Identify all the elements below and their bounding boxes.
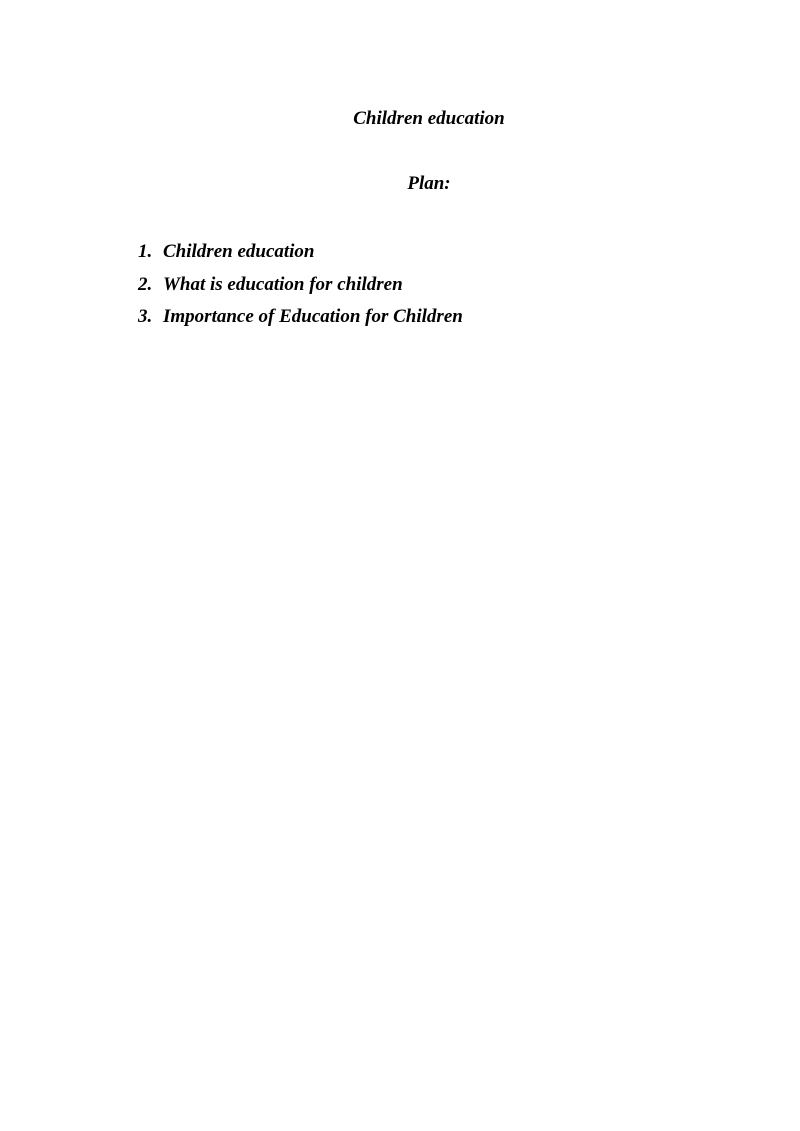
document-title: Children education: [353, 108, 505, 129]
plan-item-text: Children education: [163, 241, 315, 262]
plan-item-number: 3.: [138, 306, 153, 327]
plan-item: [138, 236, 463, 269]
plan-item-number: 1.: [138, 241, 153, 262]
plan-item: [138, 301, 463, 334]
plan-item: [138, 269, 463, 302]
plan-item-text: What is education for children: [163, 273, 403, 295]
plan-item-number: 2.: [138, 273, 153, 295]
plan-item-text: Importance of Education for Children: [163, 306, 463, 327]
plan-list: [138, 236, 463, 334]
plan-heading: Plan:: [407, 173, 451, 194]
